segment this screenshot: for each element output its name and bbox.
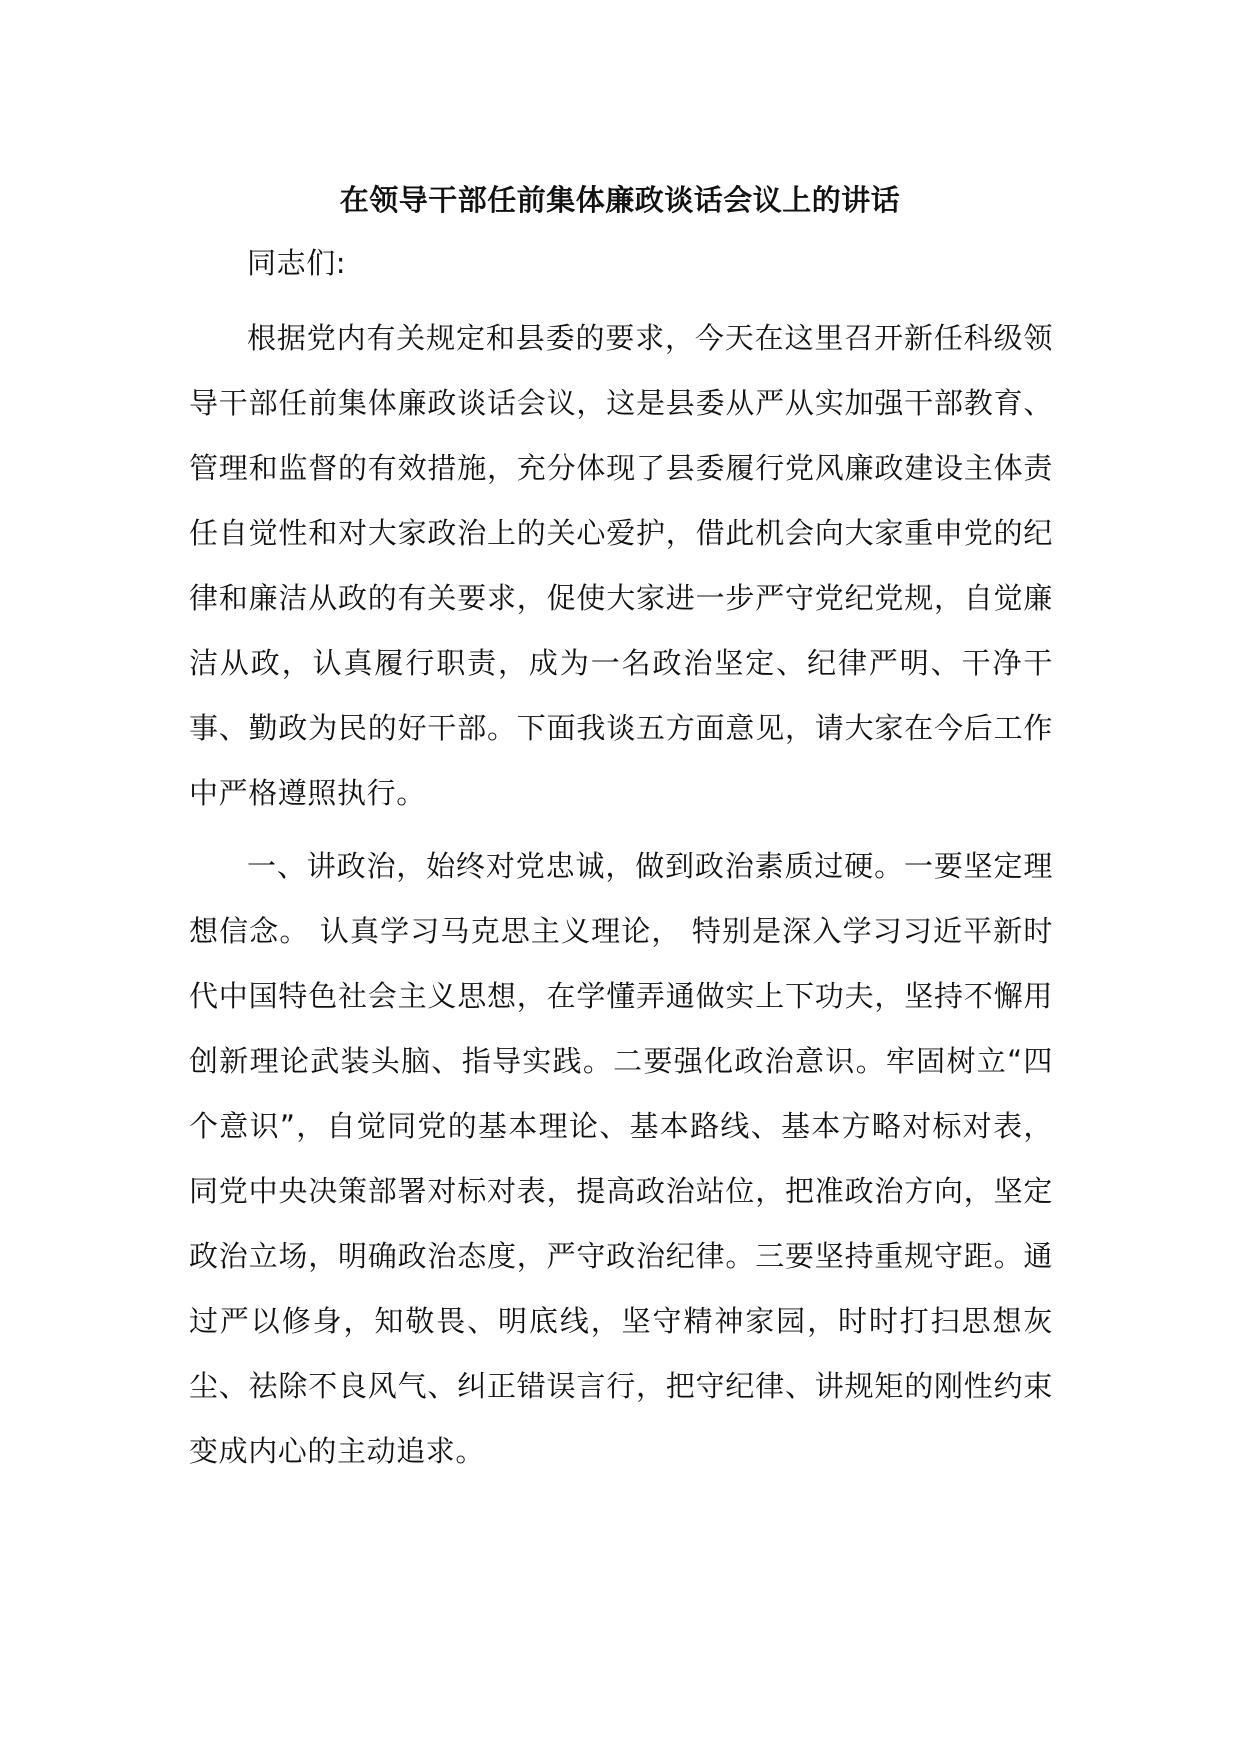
salutation: 同志们: xyxy=(247,246,347,280)
document-title: 在领导干部任前集体廉政谈话会议上的讲话 xyxy=(339,183,901,217)
paragraph-2: 一、讲政治，始终对党忠诚，做到政治素质过硬。一要坚定理想信念。 认真学习马克思主义理论， 特别是深入学习习近平新时代中国特色社会主义思想，在学懂弄通做实上下功夫，坚持不懈用创新理论武装头脑、指导实践。二要强化政治意识。牢固树立“四个意识”，自觉同党的基本理论、基本路线、基本方略对标对表，同党中央决策部署对标对表，提高政治站位，把准政治方向，坚定政治立场，明确政治态度，严守政治纪律。三要坚持重规守距。通过严以修身，知敬畏、明底线，坚守精神家园，时时打扫思想灰尘、祛除不良风气、纠正错误言行，把守纪律、讲规矩的刚性约束变成内心的主动追求。 xyxy=(189,849,1053,1468)
paragraph-1: 根据党内有关规定和县委的要求，今天在这里召开新任科级领导干部任前集体廉政谈话会议，这是县委从严从实加强干部教育、管理和监督的有效措施，充分体现了县委履行党风廉政建设主体责任自觉性和对大家政治上的关心爱护，借此机会向大家重申党的纪律和廉洁从政的有关要求，促使大家进一步严守党纪党规，自觉廉洁从政，认真履行职责，成为一名政治坚定、纪律严明、干净干事、勤政为民的好干部。下面我谈五方面意见，请大家在今后工作中严格遵照执行。 xyxy=(189,321,1053,810)
